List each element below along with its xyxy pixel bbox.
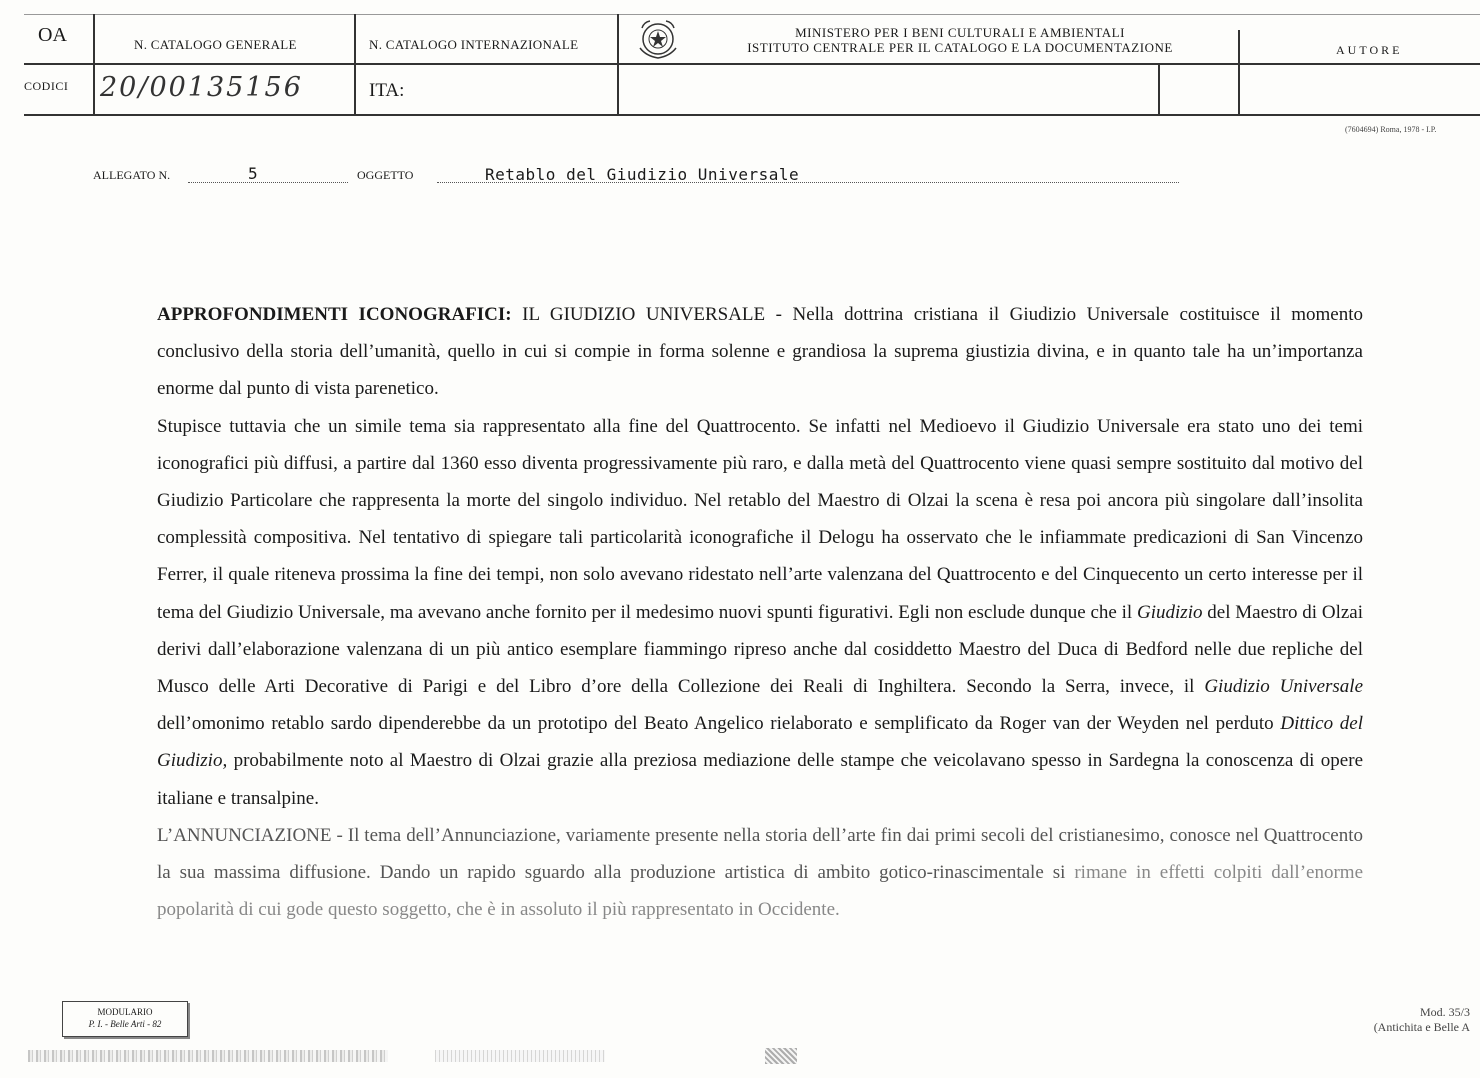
paragraph-giudizio-analysis: Stupisce tuttavia che un simile tema sia rappresentato alla fine del Quattrocento. Se infatti nel Medioevo il Giudizio Universale era stato uno dei temi iconografici più diffusi, a partire dal 1360 esso diventa progressivamente più raro, e dalla metà del Quattrocento viene quasi sempre sostituito dal motivo del Giudizio Particolare che rappresenta la morte del singolo individuo. Nel retablo del Maestro di Olzai la scena è resa poi ancora più singolare dall’insolita complessità compositiva. Nel tentativo di spiegare tali particolarità iconografiche il Delogu ha osservato che le infiammate predicazioni di San Vincenzo Ferrer, il quale riteneva prossima la fine dei tempi, non solo avevano ridestato nell’arte valenzana del Quattrocento e del Cinquecento un certo interesse per il tema del Giudizio Universale, ma avevano anche fornito per il medesimo nuovi spunti figurativi. Egli non esclude dunque che il Giudizio del Maestro di Olzai derivi dall’elaborazione valenzana di un più antico esemplare fiammingo ripreso anche dal cosiddetto Maestro del Duca di Bedford nelle due repliche del Musco delle Arti Decorative di Parigi e del Libro d’ore della Collezione dei Reali di Inghiltera. Secondo la Serra, invece, il Giudizio Universale dell’omonimo retablo sardo dipenderebbe da un prototipo del Beato Angelico rielaborato e semplificato da Roger van der Weyden nel perduto Dittico del Giudizio, probabilmente noto al Maestro di Olzai grazie alla preziosa mediazione delle stampe che veicolavano spesso in Sardegna la conoscenza di opere italiane e transalpine. bbox=[157, 415, 1364, 809]
header-col-divider-5 bbox=[1238, 30, 1240, 115]
allegato-dotted-line bbox=[188, 182, 348, 183]
scan-noise-mark bbox=[765, 1048, 797, 1064]
catalogo-internazionale-label: N. CATALOGO INTERNAZIONALE bbox=[369, 37, 579, 52]
print-reference: (7604694) Roma, 1978 - I.P. bbox=[1345, 125, 1437, 134]
header-col-divider-3 bbox=[617, 14, 619, 115]
header-col-divider-4 bbox=[1158, 63, 1160, 115]
ministero-line-1: MINISTERO PER I BENI CULTURALI E AMBIENTALI bbox=[795, 25, 1125, 40]
oggetto-value: Retablo del Giudizio Universale bbox=[485, 165, 800, 184]
oggetto-label: OGGETTO bbox=[357, 168, 414, 182]
mod-line-2: (Antichita e Belle A bbox=[1373, 1020, 1470, 1034]
scan-noise-strip bbox=[28, 1050, 388, 1062]
paragraph-annunciazione: L’ANNUNCIAZIONE - Il tema dell’Annunciazione, variamente presente nella storia dell’arte fin dai primi secoli del cristianesimo, conosce nel Quattrocento la sua massima diffusione. Dando un rapido sguardo alla produzione artistica di ambito gotico-rinascimentale si rimane in effetti colpiti dall’enorme popolarità di cui gode questo soggetto, che è in assoluto il più rappresentato in Occidente. bbox=[157, 824, 1363, 921]
ministero-line-2: ISTITUTO CENTRALE PER IL CATALOGO E LA DOCUMENTAZIONE bbox=[747, 40, 1173, 55]
mod-line-1: Mod. 35/3 bbox=[1419, 1005, 1470, 1019]
modulario-line-1: MODULARIO bbox=[97, 1007, 153, 1017]
modulario-line-2: P. I. - Belle Arti - 82 bbox=[88, 1019, 162, 1029]
allegato-label: ALLEGATO N. bbox=[93, 168, 171, 182]
document-body bbox=[157, 296, 1363, 928]
section-heading: APPROFONDIMENTI ICONOGRAFICI: bbox=[157, 304, 512, 325]
paragraph-giudizio: APPROFONDIMENTI ICONOGRAFICI: IL GIUDIZIO UNIVERSALE - Nella dottrina cristiana il Giudizio Universale costituisce il momento conclusivo della storia dell’umanità, quello in cui si compie in forma solenne e grandiosa la suprema giustizia divina, e in quanto tale ha un’importanza enorme dal punto di vista parenetico. bbox=[157, 304, 1364, 400]
header-row-divider bbox=[24, 63, 1480, 65]
header-bottom-rule bbox=[24, 114, 1480, 116]
scan-noise-strip bbox=[435, 1050, 605, 1062]
oa-label: OA bbox=[38, 24, 67, 46]
header-col-divider-1 bbox=[93, 14, 95, 115]
modulario-stamp bbox=[62, 1001, 188, 1037]
ministero-heading bbox=[700, 25, 1220, 55]
header-top-rule bbox=[24, 14, 1480, 15]
header-col-divider-2 bbox=[354, 14, 356, 115]
catalogo-generale-value: 20/00135156 bbox=[100, 72, 303, 103]
state-emblem-icon bbox=[636, 18, 680, 60]
codici-label: CODICI bbox=[24, 79, 69, 93]
allegato-value: 5 bbox=[248, 164, 258, 183]
autore-label: AUTORE bbox=[1336, 43, 1403, 57]
catalogo-generale-label: N. CATALOGO GENERALE bbox=[134, 37, 297, 52]
mod-reference bbox=[1360, 1005, 1470, 1035]
ita-label: ITA: bbox=[369, 80, 405, 101]
